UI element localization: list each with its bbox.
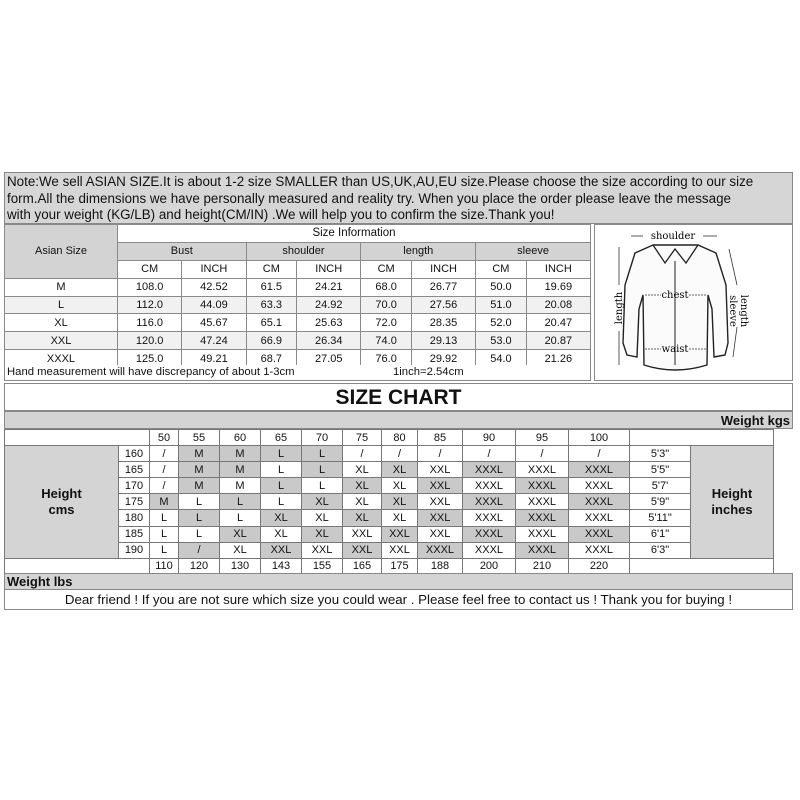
weight-lbs-cell: 220 — [569, 558, 630, 574]
size-cell: / — [150, 478, 179, 494]
size-cell: XXXL — [463, 510, 516, 526]
size-cell: / — [150, 446, 179, 462]
size-info-table — [4, 224, 591, 368]
size-cell: XXXL — [569, 494, 630, 510]
height-row — [5, 478, 774, 494]
weight-kg-cell: 90 — [463, 430, 516, 446]
measurement-cell: 26.34 — [297, 332, 361, 350]
size-cell: L — [150, 526, 179, 542]
size-cell: XXXL — [516, 510, 569, 526]
measurement-cell: 28.35 — [411, 314, 475, 332]
size-cell: L — [302, 478, 343, 494]
unit-header: CM — [246, 260, 297, 278]
measurement-cell: 68.7 — [246, 350, 297, 368]
size-cell: XL — [261, 510, 302, 526]
size-cell: XXL — [302, 542, 343, 558]
measurement-cell: 76.0 — [361, 350, 412, 368]
measurement-cell: 20.47 — [526, 314, 590, 332]
size-cell: M — [179, 446, 220, 462]
height-inch-cell: 5'11" — [630, 510, 691, 526]
size-cell: L — [220, 510, 261, 526]
size-footnote — [4, 365, 591, 381]
group-sleeve: sleeve — [476, 242, 591, 260]
size-cell: XXL — [418, 462, 463, 478]
size-cell: XXXL — [463, 542, 516, 558]
weight-kg-cell: 60 — [220, 430, 261, 446]
weight-kg-cell: 70 — [302, 430, 343, 446]
label-sleeve-length: length — [738, 294, 749, 328]
height-row — [5, 542, 774, 558]
lbs-corner-right — [630, 558, 774, 574]
label-chest: chest — [661, 290, 689, 301]
measurement-cell: 112.0 — [118, 296, 182, 314]
size-cell: XXL — [382, 542, 418, 558]
size-cell: XL — [382, 494, 418, 510]
unit-header: INCH — [411, 260, 475, 278]
height-inch-cell: 5'9" — [630, 494, 691, 510]
height-row — [5, 510, 774, 526]
measurement-cell: 54.0 — [476, 350, 527, 368]
weight-lbs-cell: 130 — [220, 558, 261, 574]
measurement-cell: 125.0 — [118, 350, 182, 368]
measurement-cell: 66.9 — [246, 332, 297, 350]
size-cell: L — [261, 478, 302, 494]
measurement-cell: 27.05 — [297, 350, 361, 368]
size-cell: XL — [382, 510, 418, 526]
size-cell: XXL — [418, 526, 463, 542]
chart-corner-right — [630, 430, 774, 446]
size-cell: XXL — [261, 542, 302, 558]
size-cell: XL — [220, 526, 261, 542]
size-label: M — [5, 278, 118, 296]
size-cell: XL — [382, 478, 418, 494]
size-cell: M — [220, 462, 261, 478]
size-chart-body — [5, 430, 774, 575]
size-cell: XXXL — [516, 462, 569, 478]
measurement-cell: 63.3 — [246, 296, 297, 314]
height-inch-cell: 5'3" — [630, 446, 691, 462]
height-cm-cell: 190 — [119, 542, 150, 558]
unit-header: CM — [118, 260, 182, 278]
measurement-cell: 42.52 — [182, 278, 246, 296]
contact-message: Dear friend ! If you are not sure which size you could wear . Please feel free to contact us ! Thank you for buying ! — [4, 590, 793, 610]
group-length: length — [361, 242, 476, 260]
size-info-row — [5, 332, 591, 350]
size-info-row — [5, 278, 591, 296]
size-cell: L — [220, 494, 261, 510]
measurement-cell: 120.0 — [118, 332, 182, 350]
weight-lbs-cell: 110 — [150, 558, 179, 574]
note-line-1: Note:We sell ASIAN SIZE.It is about 1-2 size SMALLER than US,UK,AU,EU size.Please choose the size according to our size — [7, 174, 754, 189]
size-label: XL — [5, 314, 118, 332]
size-cell: XL — [302, 510, 343, 526]
weight-lbs-cell: 143 — [261, 558, 302, 574]
measurement-cell: 45.67 — [182, 314, 246, 332]
measurement-cell: 49.21 — [182, 350, 246, 368]
size-label: L — [5, 296, 118, 314]
measurement-cell: 24.92 — [297, 296, 361, 314]
weight-kg-cell: 75 — [343, 430, 382, 446]
unit-header: INCH — [182, 260, 246, 278]
unit-header: CM — [361, 260, 412, 278]
measurement-cell: 27.56 — [411, 296, 475, 314]
size-sheet — [4, 172, 795, 612]
discrepancy-note: Hand measurement will have discrepancy of about 1-3cm — [7, 366, 295, 378]
size-cell: XXXL — [516, 478, 569, 494]
chart-corner — [5, 430, 150, 446]
weight-kg-cell: 65 — [261, 430, 302, 446]
measurement-cell: 108.0 — [118, 278, 182, 296]
size-cell: XXL — [343, 526, 382, 542]
weight-lbs-cell: 155 — [302, 558, 343, 574]
weight-kg-cell: 95 — [516, 430, 569, 446]
unit-header: CM — [476, 260, 527, 278]
shirt-illustration — [595, 225, 792, 380]
measurement-cell: 24.21 — [297, 278, 361, 296]
measurement-cell: 29.13 — [411, 332, 475, 350]
measurement-cell: 68.0 — [361, 278, 412, 296]
group-bust: Bust — [118, 242, 247, 260]
label-shoulder: shoulder — [650, 231, 696, 242]
unit-header: INCH — [297, 260, 361, 278]
size-cell: XL — [261, 526, 302, 542]
measurement-cell: 29.92 — [411, 350, 475, 368]
height-cm-cell: 160 — [119, 446, 150, 462]
measurement-cell: 25.63 — [297, 314, 361, 332]
height-cms-label: Height cms — [5, 446, 119, 559]
weight-kg-cell: 100 — [569, 430, 630, 446]
measurement-cell: 52.0 — [476, 314, 527, 332]
height-inch-cell: 6'1" — [630, 526, 691, 542]
height-cm-cell: 175 — [119, 494, 150, 510]
weight-kg-cell: 55 — [179, 430, 220, 446]
height-cm-cell: 170 — [119, 478, 150, 494]
weight-lbs-cell: 120 — [179, 558, 220, 574]
measurement-cell: 26.77 — [411, 278, 475, 296]
height-row — [5, 462, 774, 478]
size-cell: L — [150, 542, 179, 558]
height-inch-cell: 5'5" — [630, 462, 691, 478]
size-cell: XXXL — [463, 526, 516, 542]
size-info-title: Size Information — [118, 225, 591, 243]
group-shoulder: shoulder — [246, 242, 361, 260]
size-cell: M — [220, 478, 261, 494]
measurement-cell: 19.69 — [526, 278, 590, 296]
size-cell: XL — [343, 494, 382, 510]
size-cell: / — [569, 446, 630, 462]
measurement-cell: 61.5 — [246, 278, 297, 296]
label-waist: waist — [661, 344, 689, 355]
size-cell: XXXL — [463, 478, 516, 494]
measurement-cell: 65.1 — [246, 314, 297, 332]
measurement-cell: 20.87 — [526, 332, 590, 350]
size-cell: XXL — [418, 478, 463, 494]
size-cell: / — [179, 542, 220, 558]
size-cell: / — [382, 446, 418, 462]
measurement-cell: 20.08 — [526, 296, 590, 314]
weight-lbs-cell: 175 — [382, 558, 418, 574]
size-cell: L — [302, 446, 343, 462]
size-cell: XXXL — [516, 542, 569, 558]
size-cell: XL — [220, 542, 261, 558]
size-info-row — [5, 314, 591, 332]
label-length: length — [614, 291, 625, 325]
size-cell: M — [179, 462, 220, 478]
size-cell: L — [261, 446, 302, 462]
size-cell: XXXL — [516, 494, 569, 510]
size-cell: XXL — [382, 526, 418, 542]
measurement-cell: 51.0 — [476, 296, 527, 314]
size-cell: XXXL — [418, 542, 463, 558]
measurement-cell: 53.0 — [476, 332, 527, 350]
height-row — [5, 526, 774, 542]
size-cell: L — [261, 494, 302, 510]
height-row — [5, 446, 774, 462]
height-inch-cell: 5'7' — [630, 478, 691, 494]
size-info-body — [5, 278, 591, 367]
height-inch-cell: 6'3" — [630, 542, 691, 558]
measurement-cell: 44.09 — [182, 296, 246, 314]
size-cell: XL — [302, 526, 343, 542]
size-label: XXL — [5, 332, 118, 350]
size-label: XXXL — [5, 350, 118, 368]
weight-kg-cell: 85 — [418, 430, 463, 446]
size-cell: L — [150, 510, 179, 526]
height-cm-cell: 185 — [119, 526, 150, 542]
size-cell: XXXL — [569, 478, 630, 494]
measurement-cell: 50.0 — [476, 278, 527, 296]
size-cell: XXXL — [569, 542, 630, 558]
size-cell: XXL — [418, 510, 463, 526]
weight-lbs-header: Weight lbs — [4, 573, 793, 590]
size-cell: L — [302, 462, 343, 478]
note-line-2: form.All the dimensions we have personally measured and reality try. When you place the order please leave the message — [7, 190, 731, 206]
size-cell: XL — [343, 478, 382, 494]
size-cell: / — [463, 446, 516, 462]
height-row — [5, 494, 774, 510]
size-cell: XL — [343, 462, 382, 478]
weight-lbs-cell: 200 — [463, 558, 516, 574]
size-cell: XXXL — [463, 494, 516, 510]
size-cell: / — [418, 446, 463, 462]
weight-kgs-header: Weight kgs — [4, 411, 793, 429]
weight-lbs-row — [5, 558, 774, 574]
measurement-cell: 72.0 — [361, 314, 412, 332]
size-cell: M — [220, 446, 261, 462]
weight-kg-cell: 80 — [382, 430, 418, 446]
size-cell: L — [179, 510, 220, 526]
weight-lbs-cell: 188 — [418, 558, 463, 574]
weight-lbs-cell: 165 — [343, 558, 382, 574]
size-cell: M — [150, 494, 179, 510]
size-cell: XXXL — [516, 526, 569, 542]
size-cell: XXXL — [463, 462, 516, 478]
size-cell: L — [179, 526, 220, 542]
size-cell: XL — [382, 462, 418, 478]
measurement-cell: 116.0 — [118, 314, 182, 332]
weight-lbs-cell: 210 — [516, 558, 569, 574]
note-line-3: with your weight (KG/LB) and height(CM/IN) .We will help you to confirm the size.Thank you! — [7, 207, 555, 222]
height-cm-cell: 180 — [119, 510, 150, 526]
size-cell: / — [343, 446, 382, 462]
size-cell: / — [150, 462, 179, 478]
size-cell: L — [179, 494, 220, 510]
size-cell: M — [179, 478, 220, 494]
weight-kg-cell: 50 — [150, 430, 179, 446]
size-cell: XXL — [343, 542, 382, 558]
asian-size-header: Asian Size — [5, 225, 118, 279]
size-cell: XXXL — [569, 526, 630, 542]
size-chart-title: SIZE CHART — [4, 383, 793, 411]
unit-header: INCH — [526, 260, 590, 278]
size-cell: XL — [343, 510, 382, 526]
measurement-cell: 47.24 — [182, 332, 246, 350]
weight-kg-row — [5, 430, 774, 446]
size-cell: XL — [302, 494, 343, 510]
inch-conversion: 1inch=2.54cm — [393, 366, 464, 378]
size-chart-table — [4, 429, 774, 575]
size-info-row — [5, 296, 591, 314]
height-inches-label: Height inches — [691, 446, 774, 559]
size-cell: XXL — [418, 494, 463, 510]
label-sleeve: sleeve — [727, 295, 738, 327]
measurement-cell: 21.26 — [526, 350, 590, 368]
size-note — [4, 172, 793, 224]
measurement-cell: 70.0 — [361, 296, 412, 314]
size-cell: XXXL — [569, 462, 630, 478]
height-cm-cell: 165 — [119, 462, 150, 478]
size-cell: L — [261, 462, 302, 478]
lbs-corner — [5, 558, 150, 574]
size-cell: / — [516, 446, 569, 462]
measurement-cell: 74.0 — [361, 332, 412, 350]
size-cell: XXXL — [569, 510, 630, 526]
shirt-diagram — [594, 224, 793, 381]
